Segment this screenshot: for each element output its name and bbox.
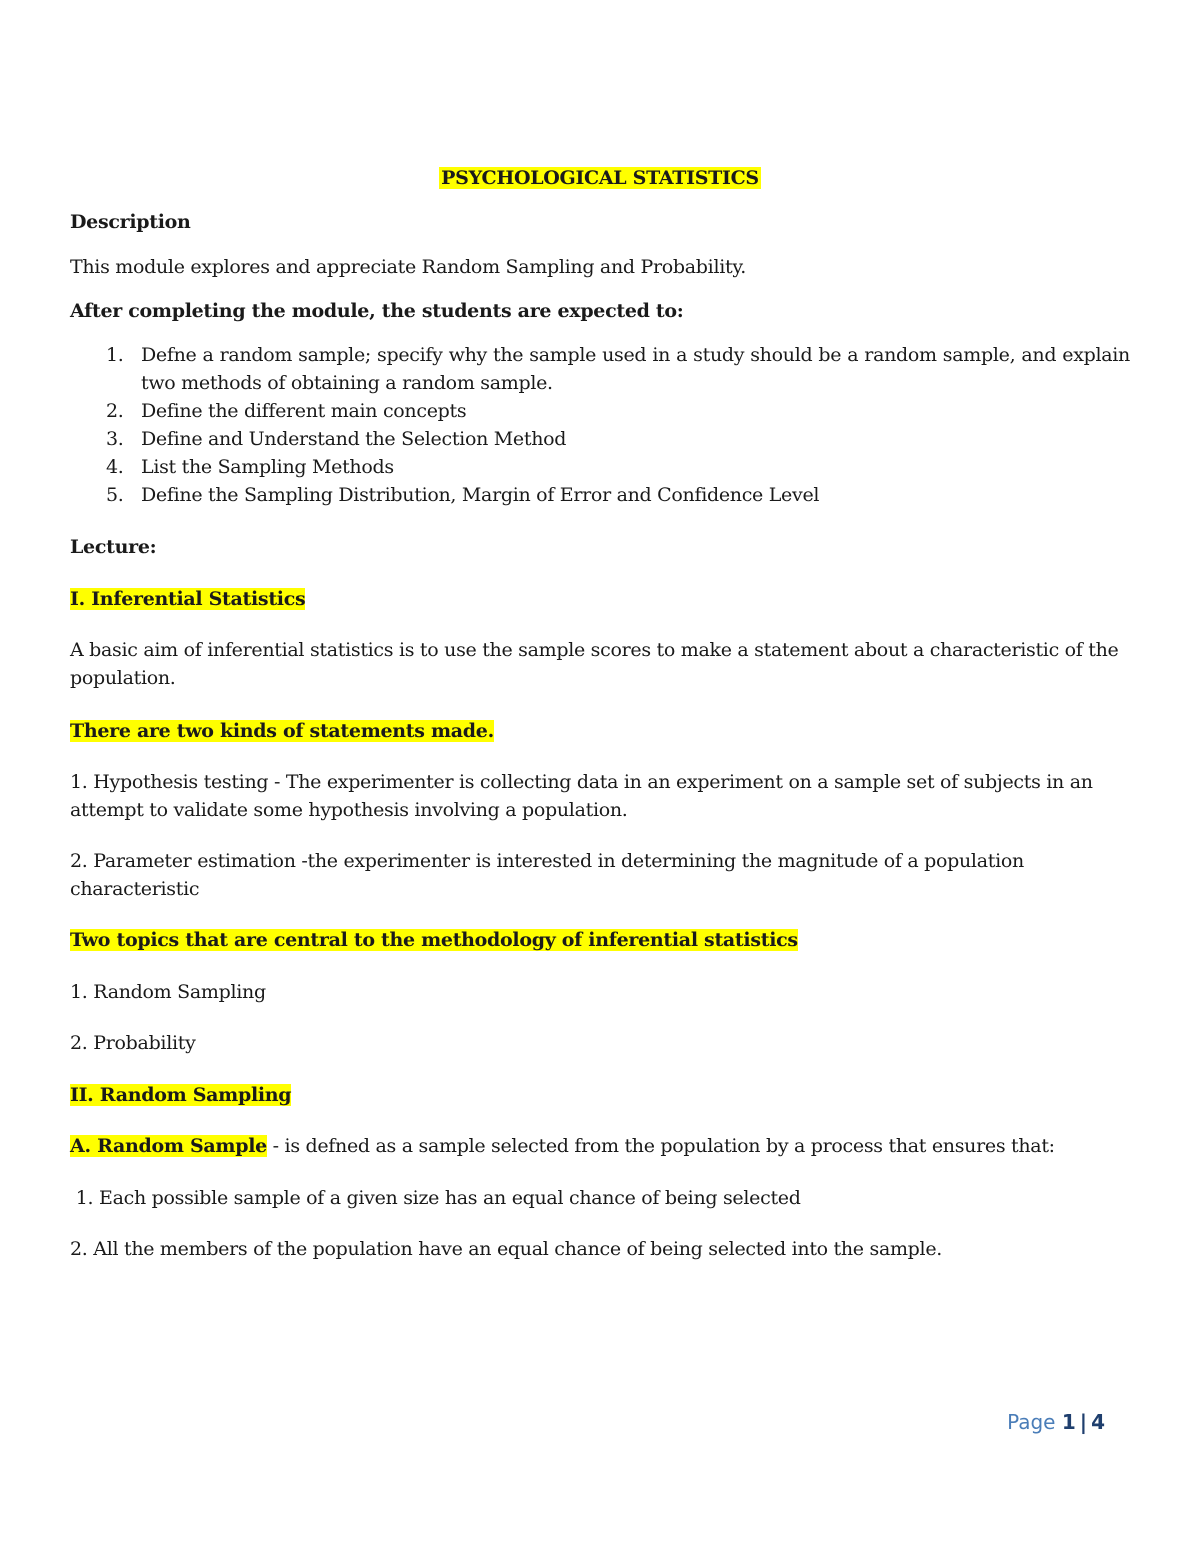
page-total: 4: [1091, 1410, 1105, 1434]
description-heading: Description: [70, 211, 191, 233]
kinds-heading: There are two kinds of statements made.: [70, 720, 494, 742]
section-heading-inferential: I. Inferential Statistics: [70, 588, 306, 610]
objective-item: 1. Defne a random sample; specify why the sample used in a study should be a random sample, and explain two methods of obtaining a random sample.: [106, 344, 1130, 394]
page-label: Page: [1007, 1410, 1062, 1434]
topic-random-sampling: 1. Random Sampling: [70, 981, 266, 1003]
page-number: 1: [1061, 1410, 1076, 1434]
objective-item: 4. List the Sampling Methods: [106, 456, 394, 478]
document-title: PSYCHOLOGICAL STATISTICS: [441, 167, 759, 189]
objectives-heading: After completing the module, the students are expected to:: [70, 300, 684, 322]
random-sample-term: A. Random Sample: [70, 1135, 267, 1157]
page-separator: |: [1079, 1410, 1088, 1434]
description-text: This module explores and appreciate Random Sampling and Probability.: [70, 256, 746, 278]
kind-parameter-estimation: 2. Parameter estimation -the experimenter is interested in determining the magnitude of a population characteristic: [70, 850, 1024, 900]
condition-equal-member-chance: 2. All the members of the population have an equal chance of being selected into the sample.: [70, 1238, 943, 1260]
topics-heading: Two topics that are central to the methodology of inferential statistics: [70, 929, 798, 951]
topic-probability: 2. Probability: [70, 1032, 196, 1054]
objectives-list: [70, 341, 1130, 509]
page-footer: [1007, 1408, 1105, 1436]
random-sample-definition: A. Random Sample - is defned as a sample selected from the population by a process that ensures that:: [70, 1135, 1055, 1157]
section-heading-random-sampling: II. Random Sampling: [70, 1084, 292, 1106]
inferential-intro: A basic aim of inferential statistics is to use the sample scores to make a statement about a characteristic of the population.: [70, 639, 1119, 689]
objective-item: 2. Define the different main concepts: [106, 400, 467, 422]
objective-item: 5. Define the Sampling Distribution, Margin of Error and Confidence Level: [106, 484, 820, 506]
condition-equal-sample-chance: 1. Each possible sample of a given size has an equal chance of being selected: [70, 1187, 801, 1209]
objective-item: 3. Define and Understand the Selection Method: [106, 428, 567, 450]
lecture-heading: Lecture:: [70, 536, 157, 558]
kind-hypothesis-testing: 1. Hypothesis testing - The experimenter is collecting data in an experiment on a sample set of subjects in an attempt to validate some hypothesis involving a population.: [70, 771, 1093, 821]
